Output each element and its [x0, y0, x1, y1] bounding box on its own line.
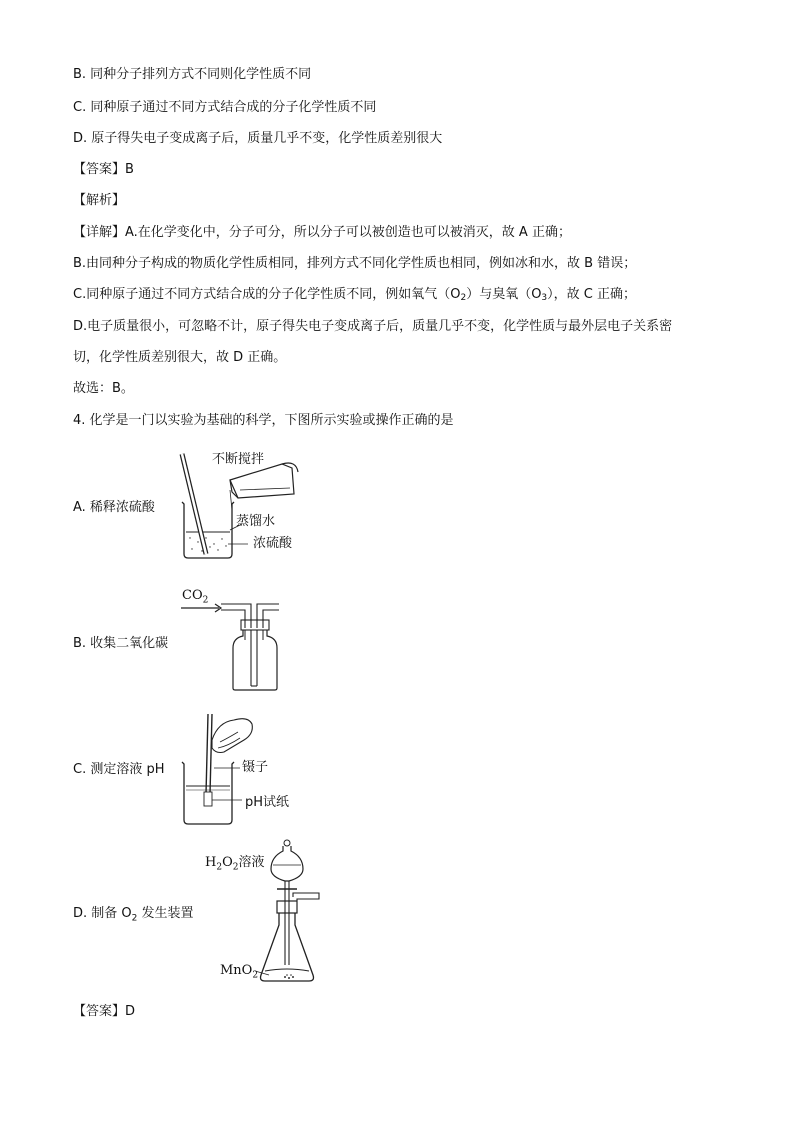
option-d-text-b: 发生装置 — [137, 906, 194, 921]
acid-label: 浓硫酸 — [253, 536, 293, 551]
outlet-tube — [257, 604, 279, 628]
detail-line-3-c: ），故 C 正确； — [547, 287, 636, 302]
option-c: C. 同种原子通过不同方式结合成的分子化学性质不同 — [73, 100, 377, 115]
answer-label: 【答案】B — [73, 162, 134, 177]
beaker-a — [182, 502, 234, 558]
liquid-surface-d — [265, 969, 309, 971]
oxygen-generator-figure — [255, 835, 335, 987]
water-label: 蒸馏水 — [236, 514, 276, 529]
detail-line-4: D.电子质量很小，可忽略不计，原子得失电子变成离子后，质量几乎不变，化学性质与最外层电子关系密 — [73, 319, 673, 334]
detail-line-3 — [73, 286, 636, 307]
option-d-label — [73, 905, 194, 928]
option-d-subscript: 2 — [131, 913, 138, 924]
mno2-subscript: 2 — [252, 970, 259, 981]
stopper-d — [277, 901, 297, 913]
liquid-dots-a — [189, 537, 226, 551]
option-b-label: B. 收集二氧化碳 — [73, 636, 169, 651]
tweezers — [206, 714, 208, 794]
answer-label-2: 【答案】D — [73, 1004, 136, 1019]
option-d: D. 原子得失电子变成离子后，质量几乎不变，化学性质差别很大 — [73, 131, 443, 146]
option-d-text-a: D. 制备 O — [73, 906, 132, 921]
h2o2-sub2: 2 — [232, 862, 239, 873]
separatory-funnel — [271, 846, 303, 881]
ph-paper — [204, 792, 212, 806]
o3-subscript: 3 — [541, 293, 548, 303]
question-4: 4. 化学是一门以实验为基础的科学，下图所示实验或操作正确的是 — [73, 413, 454, 428]
h2o2-sub1: 2 — [216, 862, 223, 873]
detail-line-3-a: C.同种原子通过不同方式结合成的分子化学性质不同，例如氧气（O — [73, 287, 461, 302]
co2-text: CO — [182, 588, 203, 603]
detail-line-3-b: ）与臭氧（O — [466, 287, 542, 302]
side-tube — [293, 893, 319, 901]
mno2-particles — [284, 974, 294, 979]
ph-paper-label: pH试纸 — [245, 795, 290, 810]
o2-subscript: 2 — [460, 293, 467, 303]
h2o2-h: H — [205, 855, 217, 870]
option-c-label: C. 测定溶液 pH — [73, 762, 165, 777]
detail-line-5: 切，化学性质差别很大，故 D 正确。 — [73, 350, 287, 365]
choice-line: 故选：B。 — [73, 381, 134, 396]
h2o2-o: O — [222, 855, 233, 870]
detail-line-1: 【详解】A.在化学变化中，分子可分，所以分子可以被创造也可以被消灭，故 A 正确； — [73, 225, 571, 240]
detail-line-2: B.由同种分子构成的物质化学性质相同，排列方式不同化学性质也相同，例如冰和水，故 B 错误； — [73, 256, 637, 271]
co2-subscript: 2 — [202, 595, 209, 606]
inlet-tube — [221, 604, 251, 628]
gas-bottle — [233, 630, 277, 690]
tweezers-label: 镊子 — [242, 760, 269, 775]
reagent-bottle-a — [230, 464, 294, 498]
option-a-label: A. 稀释浓硫酸 — [73, 500, 155, 515]
mno2-text: MnO — [220, 963, 253, 978]
stir-label: 不断搅拌 — [212, 452, 265, 467]
h2o2-end: 溶液 — [238, 855, 265, 870]
mno2-label — [220, 963, 258, 984]
analysis-label: 【解析】 — [73, 193, 126, 208]
option-b: B. 同种分子排列方式不同则化学性质不同 — [73, 67, 312, 82]
